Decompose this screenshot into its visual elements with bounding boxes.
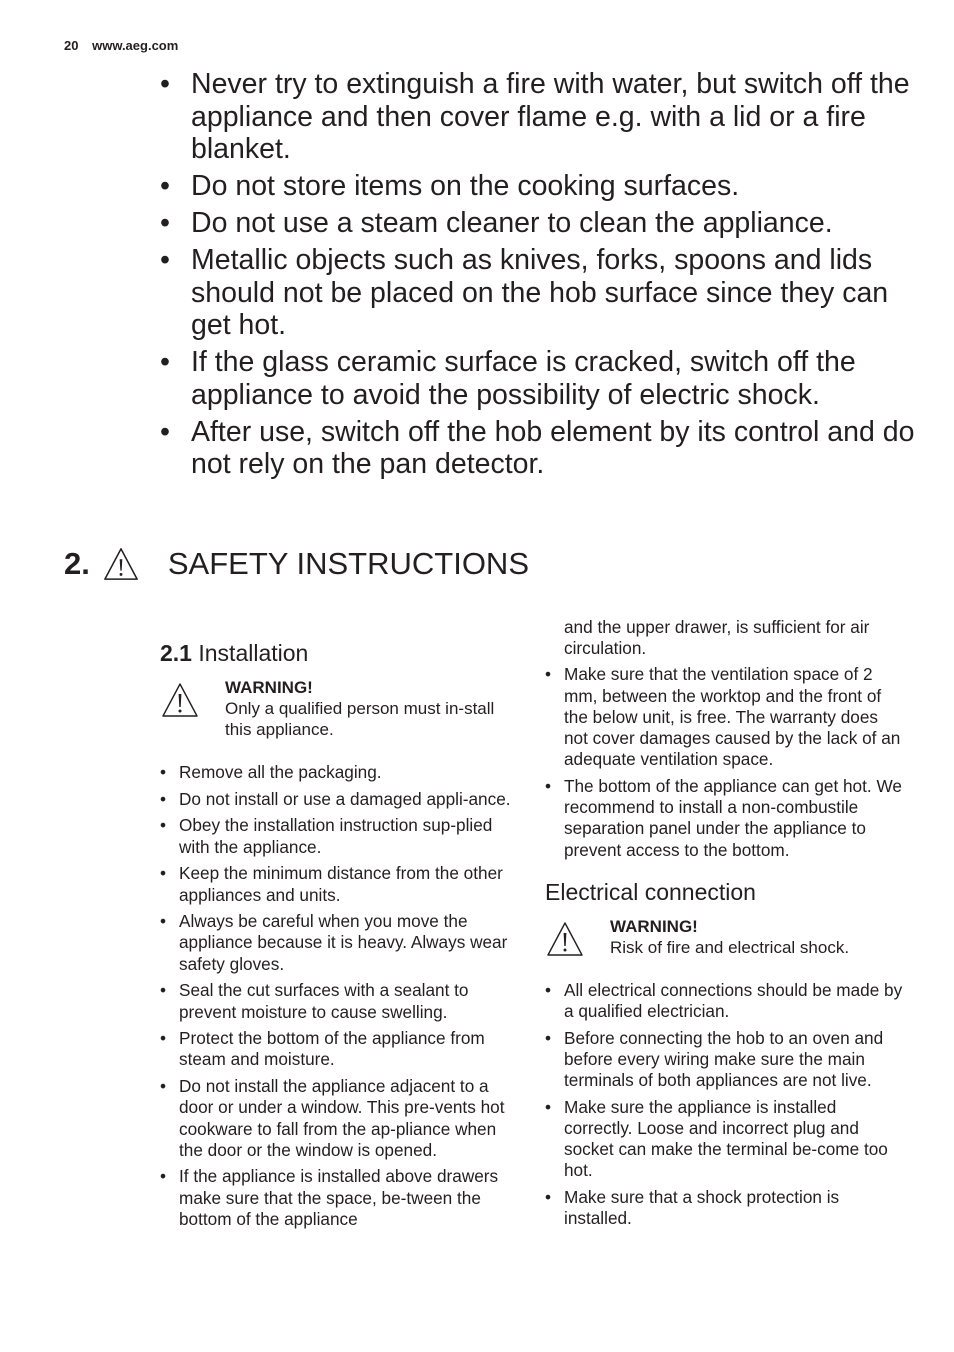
installation-bullet-list <box>160 762 520 1230</box>
list-item: • Seal the cut surfaces with a sealant to prevent moisture to cause swelling. <box>160 980 520 1022</box>
list-item: • Protect the bottom of the appliance from steam and moisture. <box>160 1028 520 1070</box>
list-item: • Remove all the packaging. <box>160 762 520 783</box>
list-item: • If the appliance is installed above drawers make sure that the space, be-tween the bottom of the appliance <box>160 1166 520 1230</box>
list-item: • Make sure the appliance is installed correctly. Loose and incorrect plug and socket can make the terminal be-come too hot. <box>545 1097 905 1182</box>
list-item: • After use, switch off the hob element by its control and do not rely on the pan detector. <box>160 416 920 481</box>
subsection-title: Installation <box>198 640 309 666</box>
warning-triangle-icon <box>160 681 200 719</box>
section-number: 2. <box>64 546 90 581</box>
electrical-heading: Electrical connection <box>545 878 756 905</box>
warning-triangle-icon <box>545 920 585 958</box>
website-url: www.aeg.com <box>92 38 179 53</box>
installation-column-left <box>160 640 520 1236</box>
list-item: • Make sure that the ventilation space of 2 mm, between the worktop and the front of the below unit, is free. The warranty does not cover damages caused by the lack of an adequate ventilation space. <box>545 664 905 770</box>
warning-text: Only a qualified person must in-stall this appliance. <box>225 699 495 739</box>
list-item: • Always be careful when you move the appliance because it is heavy. Always wear safety gloves. <box>160 911 520 975</box>
installation-bullet-list-continued <box>545 664 905 860</box>
list-item: • Do not use a steam cleaner to clean the appliance. <box>160 207 920 240</box>
list-item: • Metallic objects such as knives, forks, spoons and lids should not be placed on the hob surface since they can get hot. <box>160 244 920 342</box>
list-item: • If the glass ceramic surface is cracked, switch off the appliance to avoid the possibility of electric shock. <box>160 346 920 411</box>
warning-triangle-icon <box>102 546 140 582</box>
list-item: • The bottom of the appliance can get hot. We recommend to install a non-combustile separation panel under the appliance to prevent access to the bottom. <box>545 776 905 861</box>
page-header <box>64 38 188 53</box>
warning-text: Risk of fire and electrical shock. <box>610 937 850 957</box>
installation-heading <box>160 640 520 667</box>
page-number: 20 <box>64 38 79 53</box>
subsection-number: 2.1 <box>160 640 192 666</box>
electrical-bullet-list <box>545 980 905 1230</box>
warning-title: WARNING! <box>610 916 698 936</box>
list-item: • Before connecting the hob to an oven and before every wiring make sure the main terminals of both appliances are not live. <box>545 1028 905 1092</box>
list-item: • Obey the installation instruction sup-plied with the appliance. <box>160 815 520 857</box>
list-item: • Do not store items on the cooking surfaces. <box>160 170 920 203</box>
list-item: • Make sure that a shock protection is installed. <box>545 1187 905 1229</box>
list-item: • Do not install or use a damaged appli-ance. <box>160 789 520 810</box>
section-title: SAFETY INSTRUCTIONS <box>167 546 529 581</box>
list-item: • Never try to extinguish a fire with water, but switch off the appliance and then cover flame e.g. with a lid or a fire blanket. <box>160 68 920 166</box>
warning-title: WARNING! <box>225 678 313 697</box>
installation-column-right <box>545 617 905 1235</box>
installation-warning <box>160 677 520 740</box>
electrical-warning <box>545 916 905 958</box>
top-bullet-list <box>160 68 920 485</box>
list-item: • Do not install the appliance adjacent to a door or under a window. This pre-vents hot cookware to fall from the ap-pliance when the door or the window is opened. <box>160 1076 520 1161</box>
section-heading <box>64 546 529 582</box>
list-item: • Keep the minimum distance from the other appliances and units. <box>160 863 520 905</box>
list-item-continuation: and the upper drawer, is sufficient for air circulation. <box>564 617 870 659</box>
list-item: • All electrical connections should be made by a qualified electrician. <box>545 980 905 1022</box>
